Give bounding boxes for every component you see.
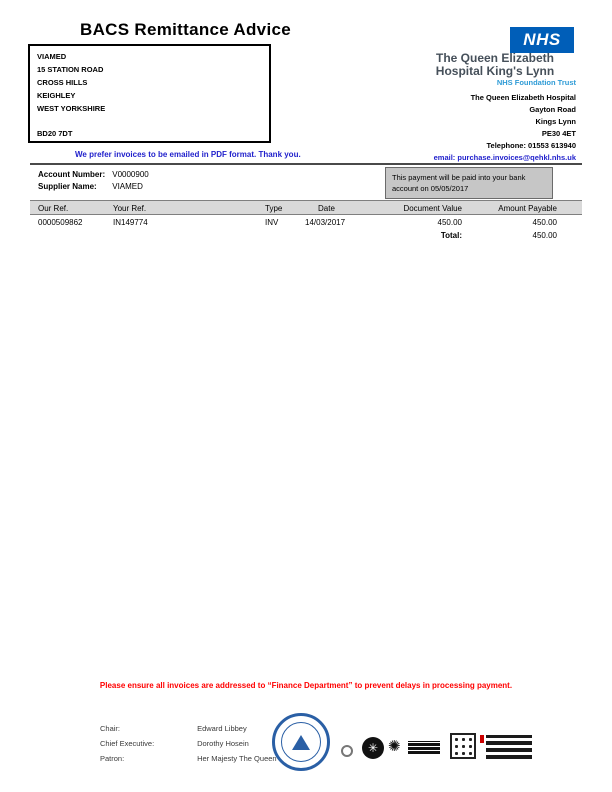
trust-name-line1: The Queen Elizabeth [435,51,555,65]
cell-date: 14/03/2017 [305,218,346,227]
trust-name [414,52,576,78]
cell-type: INV [265,218,279,227]
payee-address-line: 15 STATION ROAD [37,65,104,74]
chair-name: Edward Libbey [197,724,247,733]
table-row [30,218,582,230]
account-number-row [38,170,149,179]
award-seal-inner-ring [281,722,321,762]
award-seal-triangle [292,735,310,750]
cell-our-ref: 0000509862 [38,218,83,227]
header-type: Type [265,204,283,213]
payment-date-notice: This payment will be paid into your bank account on 05/05/2017 [385,167,553,199]
total-label: Total: [440,231,462,240]
hospital-address [356,92,576,164]
header-your-ref: Your Ref. [113,204,147,213]
payee-postcode: BD20 7DT [37,129,73,138]
cell-your-ref: IN149774 [113,218,148,227]
total-value: 450.00 [532,231,557,240]
supplier-name-label: Supplier Name: [38,182,97,191]
header-amount-payable: Amount Payable [498,204,557,213]
trust-descriptor: NHS Foundation Trust [496,78,576,87]
nhs-logo [510,27,574,53]
hospital-address-line: Gayton Road [529,105,576,114]
header-document-value: Document Value [403,204,462,213]
supplier-name-row [38,182,143,191]
trust-name-line2: Hospital King's Lynn [435,64,555,78]
payee-address-box [28,44,271,143]
payee-address-line: WEST YORKSHIRE [37,104,106,113]
grid-logo-icon [450,733,476,759]
officer-row-chair [100,721,277,736]
payee-address-line: KEIGHLEY [37,91,76,100]
remittance-table-header [30,200,582,215]
officer-row-patron [100,751,277,766]
finance-department-notice: Please ensure all invoices are addressed to “Finance Department” to prevent delays in processing payment. [99,681,513,690]
patron-label: Patron: [100,754,125,763]
payee-address-line: CROSS HILLS [37,78,88,87]
document-title: BACS Remittance Advice [80,20,291,39]
burst-emblem-icon [388,738,404,754]
hospital-email-link[interactable]: email: purchase.invoices@qehkl.nhs.uk [433,153,576,162]
officers-list [100,721,277,766]
round-emblem-icon [341,745,353,757]
total-row [30,231,582,243]
chief-executive-name: Dorothy Hosein [197,739,249,748]
header-date: Date [318,204,335,213]
payee-name: VIAMED [37,52,67,61]
hospital-address-line: PE30 4ET [541,129,576,138]
payee-address-spacer [37,115,262,127]
header-our-ref: Our Ref. [38,204,69,213]
chair-label: Chair: [100,724,121,733]
circular-award-seal-icon [272,713,330,771]
supplier-name-value: VIAMED [112,182,143,191]
wordmark-logo-icon [408,741,440,754]
cell-amount-payable: 450.00 [532,218,557,227]
hospital-telephone: Telephone: 01553 613940 [486,141,576,150]
nhs-logo-text: NHS [523,30,561,49]
account-number-label: Account Number: [38,170,106,179]
patron-name: Her Majesty The Queen [197,754,277,763]
hospital-address-line: Kings Lynn [535,117,576,126]
account-number-value: V0000900 [112,170,149,179]
hospital-address-line: The Queen Elizabeth Hospital [470,93,576,102]
chief-executive-label: Chief Executive: [100,739,155,748]
cell-document-value: 450.00 [437,218,462,227]
stonewall-logo-icon [486,735,532,759]
wheel-emblem-icon [362,737,384,759]
officer-row-chief-executive [100,736,277,751]
pdf-preference-notice: We prefer invoices to be emailed in PDF format. Thank you. [75,150,301,159]
header-divider [30,163,582,165]
